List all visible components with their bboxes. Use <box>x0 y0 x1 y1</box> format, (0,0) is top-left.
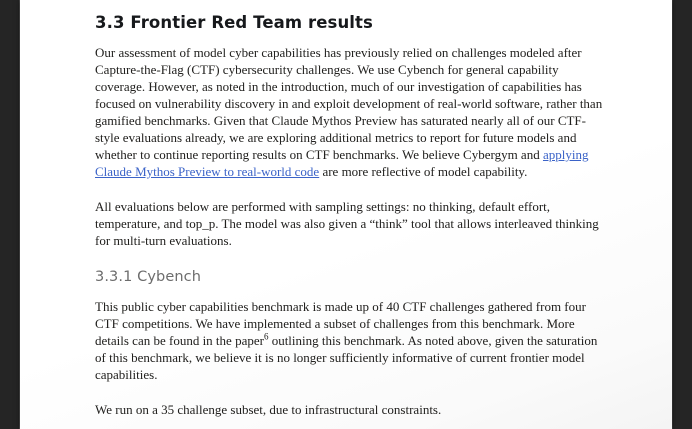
real-world-code-link[interactable]: applying Claude Mythos Preview to real-world code <box>95 147 589 179</box>
paragraph-text: Our assessment of model cyber capabilities has previously relied on challenges modeled after Capture-the-Flag (CTF) cybersecurity challenges. We use Cybench for general capability coverage. However, as noted in the introduction, much of our investigation of capabilities has focused on vulnerability discovery in and exploit development of real-world software, rather than gamified benchmarks. Given that Claude Mythos Preview has saturated nearly all of our CTF-style evaluations already, we are exploring additional metrics to report for future models and whether to continue reporting results on CTF benchmarks. We believe Cybergym and <box>95 45 603 162</box>
document-page <box>20 0 672 429</box>
paragraph-text: This public cyber capabilities benchmark is made up of 40 CTF challenges gathered from four CTF competitions. We have implemented a subset of challenges from this benchmark. More details can be found in the paper <box>95 299 586 348</box>
subsection-heading-cybench: 3.3.1 Cybench <box>95 269 201 285</box>
paragraph-text: outlining this benchmark. As noted above, given the saturation of this benchmark, we believe it is no longer sufficiently informative of current frontier model capabilities. <box>95 333 598 382</box>
footnote-reference: 6 <box>263 331 269 342</box>
paragraph-cybench-description <box>95 298 608 383</box>
paragraph-sampling-settings: All evaluations below are performed with sampling settings: no thinking, default effort, temperature, and top_p. The model was also given a “think” tool that allows interleaved thinking for multi-turn evaluations. <box>95 199 599 248</box>
paragraph-frontier-overview <box>95 44 608 180</box>
paragraph-text: are more reflective of model capability. <box>319 164 528 179</box>
paragraph-challenge-subset: We run on a 35 challenge subset, due to infrastructural constraints. <box>95 402 442 417</box>
section-heading: 3.3 Frontier Red Team results <box>95 13 373 32</box>
document-content <box>20 0 672 418</box>
